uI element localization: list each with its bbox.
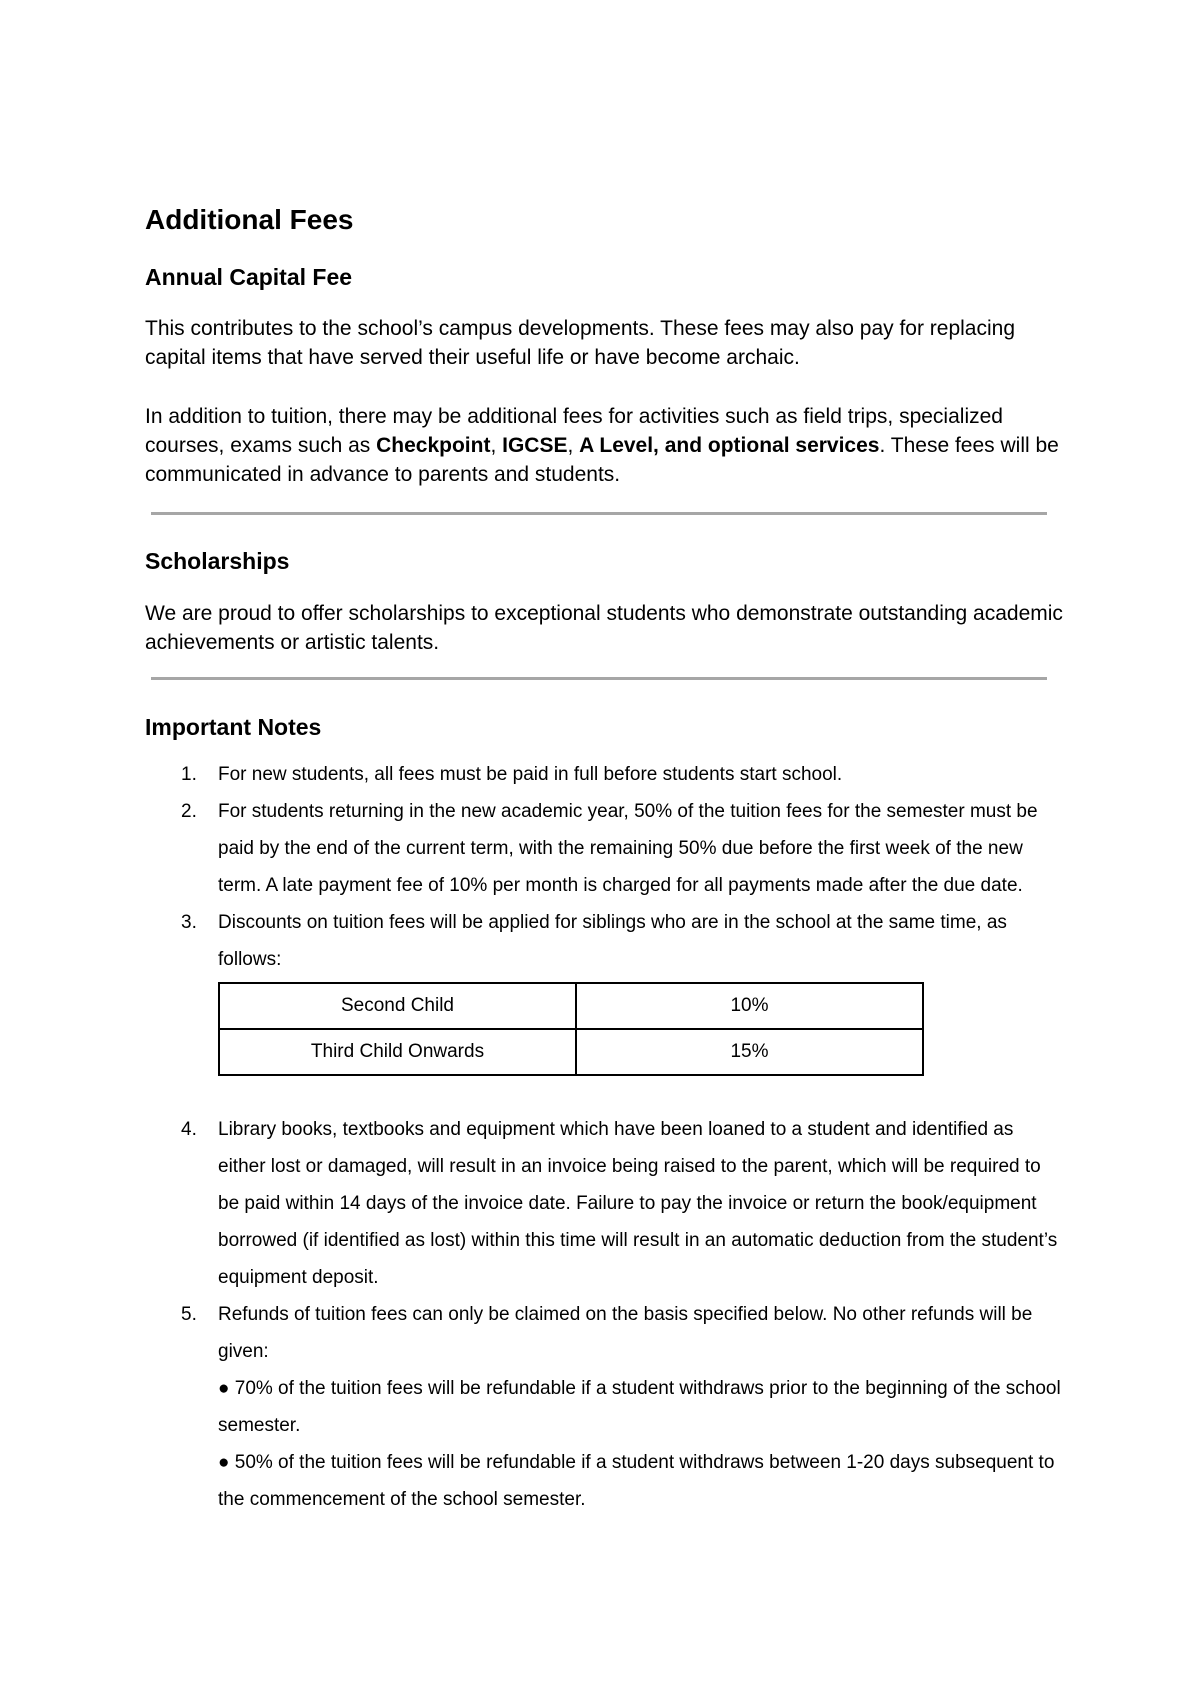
table-row: [219, 1029, 923, 1075]
note-number: 2.: [181, 801, 197, 822]
separator: ,: [490, 434, 503, 457]
note-item-1: [145, 756, 1065, 793]
refund-bullet: ● 70% of the tuition fees will be refundable if a student withdraws prior to the beginning of the school semester.: [218, 1378, 1061, 1436]
additional-fees-paragraph: [145, 402, 1065, 489]
discount-label: Second Child: [219, 983, 576, 1029]
note-item-2: [145, 793, 1065, 904]
note-text: For new students, all fees must be paid in full before students start school.: [218, 764, 843, 785]
discount-label: Third Child Onwards: [219, 1029, 576, 1075]
note-text: Discounts on tuition fees will be applied for siblings who are in the school at the same time, as follows:: [218, 912, 1007, 970]
separator: ,: [567, 434, 580, 457]
refund-bullet: ● 50% of the tuition fees will be refundable if a student withdraws between 1-20 days subsequent to the commencement of the school semester.: [218, 1452, 1055, 1510]
note-number: 5.: [181, 1304, 197, 1325]
note-number: 1.: [181, 764, 197, 785]
section-divider: [151, 512, 1047, 515]
capital-fee-paragraph: This contributes to the school’s campus developments. These fees may also pay for replacing capital items that have served their useful life or have become archaic.: [145, 317, 1016, 369]
important-notes-list: [145, 756, 1065, 1518]
discount-value: 10%: [576, 983, 923, 1029]
table-row: [219, 983, 923, 1029]
scholarships-heading: Scholarships: [145, 548, 290, 574]
important-notes-heading: Important Notes: [145, 714, 322, 740]
note-item-4: [145, 1111, 1065, 1296]
note-number: 4.: [181, 1119, 197, 1140]
additional-fees-text-end: . These fees will be communicated in advance to parents and students.: [145, 434, 1059, 486]
note-text: Refunds of tuition fees can only be claimed on the basis specified below. No other refunds will be given:: [218, 1304, 1033, 1362]
note-text: For students returning in the new academic year, 50% of the tuition fees for the semester must be paid by the end of the current term, with the remaining 50% due before the first week of the new term. A late payment fee of 10% per month is charged for all payments made after the due date.: [218, 801, 1038, 896]
sibling-discount-table: [218, 982, 924, 1076]
note-number: 3.: [181, 912, 197, 933]
capital-fee-heading: Annual Capital Fee: [145, 264, 353, 290]
exam-a-level: A Level, and optional services: [579, 434, 880, 457]
note-item-5: [145, 1296, 1065, 1518]
discount-value: 15%: [576, 1029, 923, 1075]
exam-checkpoint: Checkpoint: [376, 434, 491, 457]
note-text: Library books, textbooks and equipment which have been loaned to a student and identified as either lost or damaged, will result in an invoice being raised to the parent, which will be required to be paid within 14 days of the invoice date. Failure to pay the invoice or return the book/equipment borrowed (if identified as lost) within this time will result in an automatic deduction from the student’s equipment deposit.: [218, 1119, 1058, 1288]
page-title: Additional Fees: [145, 204, 354, 235]
section-divider: [151, 677, 1047, 680]
note-item-3: [145, 904, 1065, 1076]
scholarships-paragraph: We are proud to offer scholarships to exceptional students who demonstrate outstanding academic achievements or artistic talents.: [145, 602, 1063, 654]
additional-fees-text-start: In addition to tuition, there may be additional fees for activities such as field trips, specialized courses, exams such as: [145, 405, 1003, 457]
exam-igcse: IGCSE: [502, 434, 568, 457]
